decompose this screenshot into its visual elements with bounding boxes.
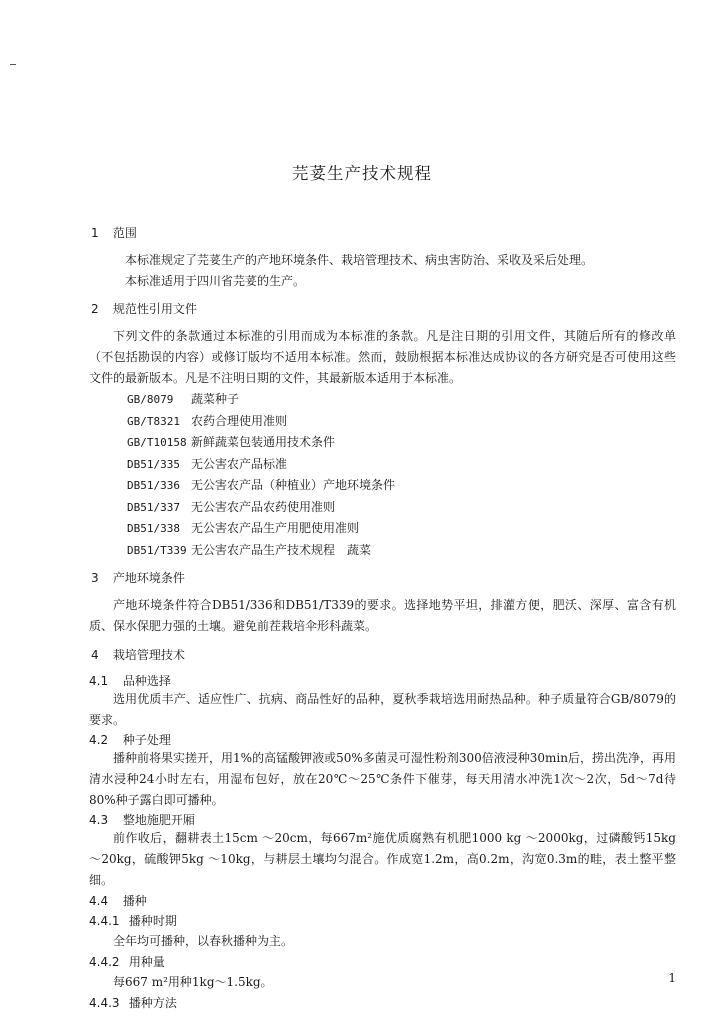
section-4-4-1-heading — [89, 911, 676, 931]
reference-name: 农药合理使用准则 — [191, 413, 288, 428]
document-body — [89, 224, 676, 1013]
section-title: 播种方法 — [128, 996, 177, 1010]
section-number: 4.3 — [89, 813, 109, 827]
section-4-2-paragraph: 播种前将果实搓开，用1%的高锰酸钾液或50%多菌灵可湿性粉剂300倍液浸种30min后，捞出洗净，再用清水浸种24小时左右，用湿布包好，放在20℃～25℃条件下催芽，每天用清水冲洗1次～2次，5d～7d待80%种子露白即可播种。 — [89, 751, 676, 807]
section-number: 1 — [91, 226, 99, 240]
reference-code: DB51/T339 — [127, 543, 187, 557]
reference-item — [101, 540, 676, 562]
section-number: 4.2 — [89, 733, 109, 747]
section-4-heading — [91, 646, 676, 663]
section-4-4-1-paragraph: 全年均可播种，以春秋播种为主。 — [113, 934, 294, 948]
section-4-1-heading — [89, 672, 676, 689]
section-4-2-heading — [89, 731, 676, 748]
section-title: 品种选择 — [122, 674, 171, 688]
page-number: 1 — [668, 971, 676, 985]
section-title: 播种 — [122, 894, 147, 908]
reference-name: 无公害农产品标准 — [191, 456, 288, 471]
reference-item — [101, 389, 676, 411]
reference-item — [101, 411, 676, 433]
reference-item — [101, 518, 676, 540]
section-number: 4.4 — [89, 894, 109, 908]
reference-name: 蔬菜种子 — [191, 392, 240, 406]
section-number: 4.1 — [89, 674, 109, 688]
reference-code: DB51/337 — [127, 500, 180, 514]
section-number: 4.4.3 — [89, 996, 120, 1010]
section-title: 栽培管理技术 — [112, 648, 185, 662]
section-4-4-2-heading — [89, 952, 676, 972]
section-title: 整地施肥开厢 — [122, 813, 195, 827]
reference-code: DB51/335 — [127, 457, 180, 471]
reference-name: 无公害农产品（种植业）产地环境条件 — [191, 478, 396, 492]
reference-name: 无公害农产品生产用肥使用准则 — [191, 521, 360, 535]
section-title: 播种时期 — [128, 914, 177, 928]
section-title: 用种量 — [128, 955, 165, 969]
section-number: 4 — [91, 648, 99, 662]
section-3-heading — [91, 569, 676, 586]
section-title: 范围 — [112, 226, 137, 240]
section-4-1-paragraph: 选用优质丰产、适应性广、抗病、商品性好的品种，夏秋季栽培选用耐热品种。种子质量符合GB/8079的要求。 — [89, 692, 676, 727]
margin-mark — [10, 64, 16, 65]
section-number: 4.4.1 — [89, 914, 120, 928]
reference-code: GB/8079 — [127, 393, 174, 406]
section-2-heading — [91, 300, 676, 317]
section-1-paragraph-2: 本标准适用于四川省芫荽的生产。 — [125, 274, 306, 288]
reference-item — [101, 497, 676, 519]
section-4-4-heading — [89, 891, 676, 911]
section-number: 3 — [91, 571, 99, 585]
section-4-3-heading — [89, 811, 676, 828]
section-title: 种子处理 — [122, 733, 171, 747]
document-title: 芫荽生产技术规程 — [292, 164, 432, 183]
section-4-4-3-heading — [89, 993, 676, 1013]
section-title: 产地环境条件 — [112, 571, 185, 585]
reference-name: 新鲜蔬菜包装通用技术条件 — [191, 435, 336, 449]
section-1-paragraph-1: 本标准规定了芫荽生产的产地环境条件、栽培管理技术、病虫害防治、采收及采后处理。 — [125, 253, 594, 267]
section-4-4-2-paragraph: 每667 m²用种1kg～1.5kg。 — [113, 975, 273, 989]
section-2-paragraph-1: 下列文件的条款通过本标准的引用而成为本标准的条款。凡是注日期的引用文件，其随后所有的修改单（不包括勘误的内容）或修订版均不适用本标准。然而，鼓励根据本标准达成协议的各方研究是否可使用这些文件的最新版本。凡是不注明日期的文件，其最新版本适用于本标准。 — [89, 329, 676, 385]
reference-name: 无公害农产品农药使用准则 — [191, 499, 336, 514]
reference-code: DB51/336 — [127, 479, 180, 492]
reference-code: DB51/338 — [127, 522, 180, 535]
section-4-3-paragraph: 前作收后，翻耕表土15cm ～20cm，每667m²施优质腐熟有机肥1000 kg ～2000kg，过磷酸钙15kg ～20kg，硫酸钾5kg ～10kg，与耕层土壤均匀混合。作成宽1.2m，高0.2m，沟宽0.3m的畦，表土整平整细。 — [89, 831, 676, 887]
section-3-paragraph-1: 产地环境条件符合DB51/336和DB51/T339的要求。选择地势平坦，排灌方便，肥沃、深厚、富含有机质、保水保肥力强的土壤。避免前茬栽培伞形科蔬菜。 — [89, 598, 676, 633]
section-number: 2 — [91, 302, 99, 316]
reference-item — [101, 432, 676, 454]
normative-references-list — [101, 389, 676, 561]
reference-code: GB/T8321 — [127, 414, 180, 428]
section-title: 规范性引用文件 — [112, 302, 197, 316]
section-1-heading — [91, 224, 676, 241]
reference-item — [101, 454, 676, 476]
section-number: 4.4.2 — [89, 955, 120, 969]
reference-name: 无公害农产品生产技术规程 蔬菜 — [191, 542, 372, 557]
reference-code: GB/T10158 — [127, 436, 187, 449]
reference-item — [101, 475, 676, 497]
